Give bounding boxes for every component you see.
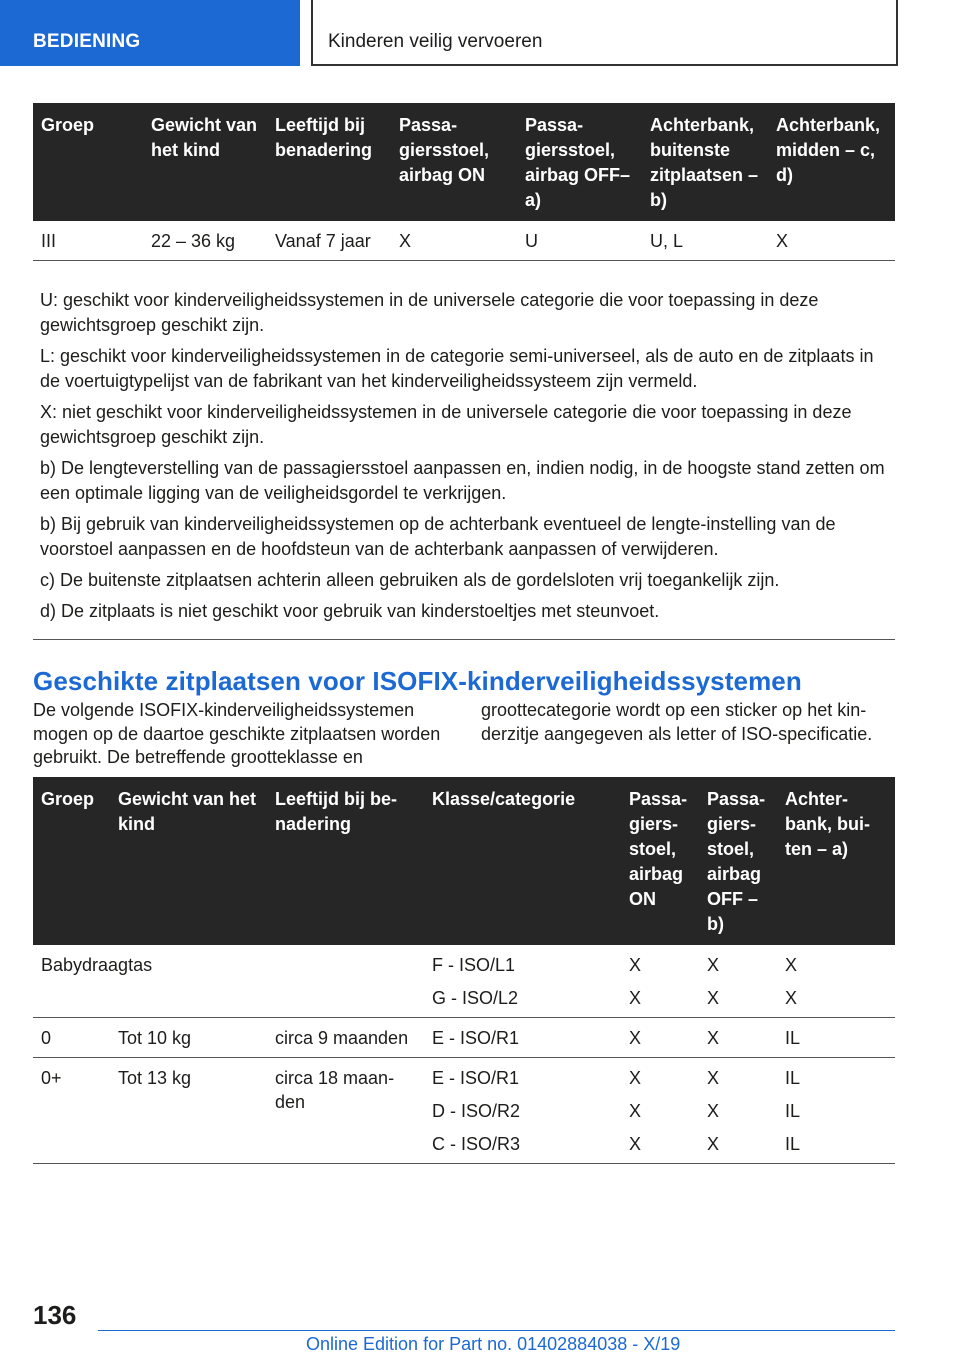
table-cell: Babydraagtas <box>33 945 110 1018</box>
col-header: Leeftijd bij benadering <box>267 103 391 221</box>
table-cell: circa 9 maanden <box>267 1018 424 1058</box>
cell-line: X <box>629 955 642 975</box>
table-header-row <box>33 777 895 945</box>
cell-line: F - ISO/L1 <box>432 955 516 975</box>
cell-line: X <box>707 988 720 1008</box>
section-tab <box>0 0 300 66</box>
table-cell: 0+ <box>33 1058 110 1164</box>
note: b) Bij gebruik van kinderveiligheidssystemen op de achterbank eventueel de lengte-instelling van de voorstoel aanpassen en de hoofdsteun van de achterbank aanpassen of verwijderen. <box>40 514 836 559</box>
cell-line: X <box>629 1101 642 1121</box>
cell-line: G - ISO/L2 <box>432 988 519 1008</box>
col-header: Passagiersstoel, airbag ON <box>391 103 517 221</box>
col-header: Passagiersstoel, airbag OFF– a) <box>517 103 642 221</box>
section-title: BEDIENING <box>33 31 141 52</box>
cell-line: X <box>707 1101 720 1121</box>
cell-line: X <box>707 1134 720 1154</box>
table-cell: Tot 13 kg <box>110 1058 267 1164</box>
table-cell <box>424 1058 621 1164</box>
page-number: 136 <box>33 1300 77 1330</box>
cell-line: E - ISO/R1 <box>432 1068 520 1088</box>
table-cell <box>621 1018 699 1058</box>
note: L: geschikt voor kinderveiligheidssystemen in de categorie semi-universeel, als de auto en de zitplaats in de voertuigtypelijst van de fabrikant van het kinderveiligheidssysteem zijn vermeld. <box>40 346 874 391</box>
cell-line: IL <box>785 1068 801 1088</box>
table-cell: 0 <box>33 1018 110 1058</box>
cell-line: X <box>629 1134 642 1154</box>
table-cell: Tot 10 kg <box>110 1018 267 1058</box>
table-row <box>33 945 895 1018</box>
col-header: Groep <box>33 103 143 221</box>
note: c) De buitenste zitplaatsen achterin alleen gebruiken als de gordelsloten vrij toegankelijk zijn. <box>40 570 780 590</box>
table-cell: Vanaf 7 jaar <box>267 221 391 261</box>
body-text-left: De volgende ISOFIX-kinderveiligheidssystemen mogen op de daartoe geschikte zitplaatsen worden gebruikt. De betreffende grootteklasse en <box>33 700 441 767</box>
table-cell <box>621 945 699 1018</box>
cell-line: X <box>707 1028 720 1048</box>
table-cell: U, L <box>642 221 768 261</box>
col-header: Achterbank, buiten – a) <box>777 777 895 945</box>
cell-line: X <box>629 988 642 1008</box>
cell-line: E - ISO/R1 <box>432 1028 520 1048</box>
table-cell <box>777 1018 895 1058</box>
cell-line: IL <box>785 1028 801 1048</box>
col-header: Leeftijd bij benadering <box>267 777 424 945</box>
table-row <box>33 1018 895 1058</box>
chapter-tab <box>311 0 898 66</box>
col-header: Passagiersstoel, airbag ON <box>621 777 699 945</box>
table-cell <box>699 945 777 1018</box>
cell-line: X <box>707 1068 720 1088</box>
col-header: Gewicht van het kind <box>143 103 267 221</box>
table-cell: III <box>33 221 143 261</box>
isofix-table <box>33 777 895 1164</box>
section-heading: Geschikte zitplaatsen voor ISOFIX-kinderveiligheidssystemen <box>33 666 802 696</box>
col-header: Groep <box>33 777 110 945</box>
note: d) De zitplaats is niet geschikt voor gebruik van kinderstoeltjes met steunvoet. <box>40 601 660 621</box>
table-cell: U <box>517 221 642 261</box>
table-cell <box>699 1018 777 1058</box>
col-header: Klasse/categorie <box>424 777 621 945</box>
cell-line: X <box>629 1068 642 1088</box>
cell-line: X <box>629 1028 642 1048</box>
table-notes <box>40 288 888 630</box>
table-row <box>33 1058 895 1164</box>
note: b) De lengteverstelling van de passagiersstoel aanpassen en, indien nodig, in de hoogste stand zetten om een optimale ligging van de veiligheidsgordel te verkrijgen. <box>40 458 885 503</box>
chapter-title: Kinderen veilig vervoeren <box>328 31 543 52</box>
table-cell <box>424 945 621 1018</box>
col-header: Achterbank, buitenste zitplaatsen – b) <box>642 103 768 221</box>
table-cell <box>777 1058 895 1164</box>
edition-text: Online Edition for Part no. 01402884038 - X/19 <box>306 1334 681 1354</box>
table-cell <box>267 945 424 1018</box>
cell-line: C - ISO/R3 <box>432 1134 521 1154</box>
footer-divider <box>98 1330 895 1331</box>
cell-line: D - ISO/R2 <box>432 1101 521 1121</box>
table-cell: circa 18 maanden <box>267 1058 424 1164</box>
table-cell: X <box>768 221 895 261</box>
cell-line: X <box>707 955 720 975</box>
table-row <box>33 221 895 261</box>
table-cell <box>424 1018 621 1058</box>
col-header: Gewicht van het kind <box>110 777 267 945</box>
cell-line: X <box>785 955 798 975</box>
table-cell <box>699 1058 777 1164</box>
table-cell <box>621 1058 699 1164</box>
seat-suitability-table <box>33 103 895 261</box>
cell-line: IL <box>785 1134 801 1154</box>
cell-line: X <box>785 988 798 1008</box>
col-header: Passagiersstoel, airbag OFF – b) <box>699 777 777 945</box>
col-header: Achterbank, midden – c, d) <box>768 103 895 221</box>
notes-divider <box>33 639 895 640</box>
table-cell <box>777 945 895 1018</box>
table-cell: 22 – 36 kg <box>143 221 267 261</box>
note: X: niet geschikt voor kinderveiligheidssystemen in de universele categorie die voor toepassing in deze gewichtsgroep geschikt zijn. <box>40 402 852 447</box>
cell-line: IL <box>785 1101 801 1121</box>
note: U: geschikt voor kinderveiligheidssystemen in de universele categorie die voor toepassing in deze gewichtsgroep geschikt zijn. <box>40 290 819 335</box>
table-cell: X <box>391 221 517 261</box>
table-header-row <box>33 103 895 221</box>
body-text-right: groottecategorie wordt op een sticker op het kinderzitje aangegeven als letter of ISO-specificatie. <box>481 700 873 744</box>
